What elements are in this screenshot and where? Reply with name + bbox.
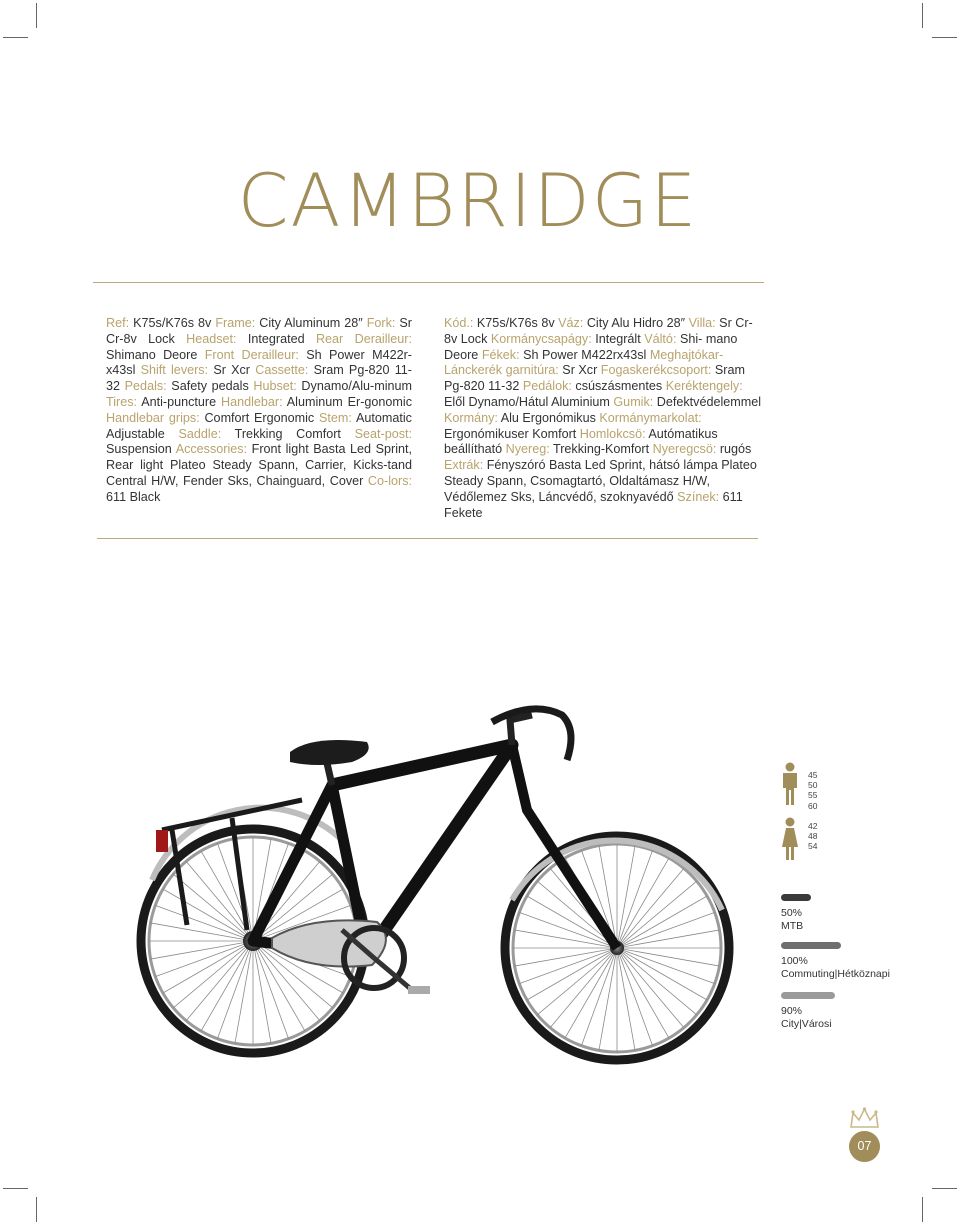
crop-mark bbox=[922, 3, 923, 28]
spec-key: Váz: bbox=[558, 316, 584, 330]
spec-hungarian bbox=[444, 316, 764, 521]
usage-name: Commuting|Hétköznapi bbox=[781, 968, 890, 980]
spec-value: Front light Basta Led Sprint, Rear light Plateo Steady Spann, Carrier, Kicks-tand Central H/W, Fender Sks, Chainguard, Cover bbox=[106, 442, 412, 488]
spec-value: Sram Pg-820 11-32 bbox=[106, 363, 412, 394]
spec-key: Gumik: bbox=[613, 394, 654, 409]
usage-name: MTB bbox=[781, 920, 804, 932]
spec-key: Villa: bbox=[688, 316, 716, 330]
saddle bbox=[290, 740, 369, 765]
spec-key: Váltó: bbox=[644, 331, 677, 346]
spec-key: Hubset: bbox=[253, 379, 297, 394]
spec-key: Fogaskerékcsoport: bbox=[600, 363, 712, 378]
female-sizes bbox=[808, 821, 817, 852]
crop-mark bbox=[932, 37, 957, 38]
spec-value: Sh Power M422r-x43sl bbox=[106, 347, 412, 378]
male-sizes bbox=[808, 770, 817, 811]
spec-value: Fényszóró Basta Led Sprint, hátsó lámpa Plateo Steady Spann, Csomagtartó, Oldaltámasz H/W, Védőlemez Sks, Láncvédő, szoknyavédő bbox=[444, 458, 757, 504]
spec-key: Pedals: bbox=[124, 379, 167, 394]
female-figure-icon bbox=[780, 817, 800, 861]
size-value: 42 bbox=[808, 821, 818, 831]
crop-mark bbox=[36, 3, 37, 28]
spec-value: Dynamo/Alu-minum bbox=[296, 379, 413, 394]
spec-value: Defektvédelemmel bbox=[653, 394, 762, 409]
usage-label-city bbox=[781, 1005, 832, 1031]
page-number: 07 bbox=[849, 1131, 880, 1162]
spec-key: Shift levers: bbox=[140, 363, 209, 378]
spec-value: Elől Dynamo/Hátul Aluminium bbox=[444, 394, 614, 409]
spec-value: rugós bbox=[716, 442, 752, 457]
crop-mark bbox=[3, 1188, 28, 1189]
spec-key: Front Derailleur: bbox=[204, 347, 299, 362]
page-title: CAMBRIDGE bbox=[237, 159, 699, 244]
size-value: 50 bbox=[808, 780, 818, 791]
usage-bar-city bbox=[781, 992, 835, 999]
spec-key: Ref: bbox=[106, 316, 130, 330]
spec-value: Suspension bbox=[106, 442, 176, 457]
spec-key: Tires: bbox=[106, 394, 138, 409]
spec-value: Shi- mano Deore bbox=[444, 331, 738, 362]
bicycle-image bbox=[112, 690, 752, 1090]
spec-value: Sram Pg-820 11-32 bbox=[444, 363, 745, 394]
spec-value: Alu Ergonómikus bbox=[497, 410, 600, 425]
spec-key: Extrák: bbox=[444, 458, 484, 473]
spec-value: Autómatikus beállítható bbox=[444, 426, 718, 457]
title-divider bbox=[93, 282, 764, 283]
crown-icon bbox=[849, 1107, 880, 1129]
spec-value: Automatic Adjustable bbox=[106, 410, 412, 441]
spec-key: Kód.: bbox=[444, 316, 474, 330]
spec-value: Trekking-Komfort bbox=[549, 442, 653, 457]
spec-value: Integrated bbox=[236, 331, 316, 346]
spec-value: Shimano Deore bbox=[106, 347, 205, 362]
spec-key: Meghajtókar-Lánckerék garnitúra: bbox=[444, 347, 724, 378]
usage-percent: 50% bbox=[781, 907, 803, 919]
spec-value: 611 Black bbox=[106, 489, 161, 504]
spec-divider bbox=[97, 538, 758, 539]
usage-percent: 100% bbox=[781, 955, 808, 967]
spec-key: Homlokcsö: bbox=[579, 426, 646, 441]
spec-key: Handlebar grips: bbox=[106, 410, 200, 425]
spec-value: 611 Fekete bbox=[444, 489, 743, 520]
spec-key: Frame: bbox=[215, 316, 256, 330]
spec-key: Stem: bbox=[319, 410, 352, 425]
male-figure-icon bbox=[780, 762, 800, 806]
spec-value: Sh Power M422rx43sl bbox=[519, 347, 650, 362]
usage-label-commuting bbox=[781, 955, 890, 981]
spec-value: Sr Xcr bbox=[208, 363, 256, 378]
crop-mark bbox=[922, 1197, 923, 1222]
spec-value: Anti-puncture bbox=[137, 394, 221, 409]
spec-key: Kormány: bbox=[444, 410, 498, 425]
spec-value: City Aluminum 28″ bbox=[255, 316, 367, 330]
spec-key: Headset: bbox=[186, 331, 237, 346]
spec-value: City Alu Hidro 28″ bbox=[583, 316, 689, 330]
size-value: 45 bbox=[808, 770, 818, 780]
spec-value: Integrált bbox=[591, 331, 645, 346]
spec-key: Nyeregcsö: bbox=[652, 442, 717, 457]
usage-bar-commuting bbox=[781, 942, 841, 949]
usage-label-mtb bbox=[781, 907, 803, 933]
crop-mark bbox=[36, 1197, 37, 1222]
spec-value: Safety pedals bbox=[166, 379, 254, 394]
spec-key: Kormánymarkolat: bbox=[599, 410, 702, 425]
spec-value: K75s/K76s 8v bbox=[129, 316, 216, 330]
spec-key: Fork: bbox=[366, 316, 396, 330]
size-value: 55 bbox=[808, 790, 818, 801]
spec-value: Sr Cr-8v Lock bbox=[444, 316, 753, 346]
usage-name: City|Városi bbox=[781, 1018, 832, 1030]
spec-english bbox=[106, 316, 412, 506]
spec-key: Színek: bbox=[677, 489, 720, 504]
spec-value: Sr Xcr bbox=[558, 363, 601, 378]
spec-key: Seat-post: bbox=[354, 426, 412, 441]
spec-key: Kormánycsapágy: bbox=[490, 331, 592, 346]
spec-key: Keréktengely: bbox=[665, 379, 743, 394]
spec-key: Rear Derailleur: bbox=[315, 331, 412, 346]
spec-key: Accessories: bbox=[175, 442, 248, 457]
spec-value: Comfort Ergonomic bbox=[199, 410, 319, 425]
spec-value: Aluminum Er-gonomic bbox=[282, 394, 412, 409]
crop-mark bbox=[3, 37, 28, 38]
spec-key: Co-lors: bbox=[367, 473, 412, 488]
rear-light bbox=[156, 830, 168, 852]
spec-key: Nyereg: bbox=[505, 442, 550, 457]
size-value: 60 bbox=[808, 800, 818, 811]
usage-percent: 90% bbox=[781, 1005, 803, 1017]
spec-key: Fékek: bbox=[481, 347, 520, 362]
usage-bar-mtb bbox=[781, 894, 811, 901]
size-value: 48 bbox=[808, 831, 818, 842]
spec-value: Trekking Comfort bbox=[221, 426, 355, 441]
crop-mark bbox=[932, 1188, 957, 1189]
size-value: 54 bbox=[808, 841, 818, 852]
spec-value: K75s/K76s 8v bbox=[473, 316, 559, 330]
spec-key: Cassette: bbox=[255, 363, 309, 378]
spec-value: Sr Cr-8v Lock bbox=[106, 316, 412, 346]
spec-value: Ergonómikuser Komfort bbox=[444, 426, 580, 441]
spec-key: Saddle: bbox=[178, 426, 222, 441]
spec-value: csúszásmentes bbox=[571, 379, 666, 394]
spec-key: Pedálok: bbox=[522, 379, 572, 394]
spec-key: Handlebar: bbox=[220, 394, 283, 409]
